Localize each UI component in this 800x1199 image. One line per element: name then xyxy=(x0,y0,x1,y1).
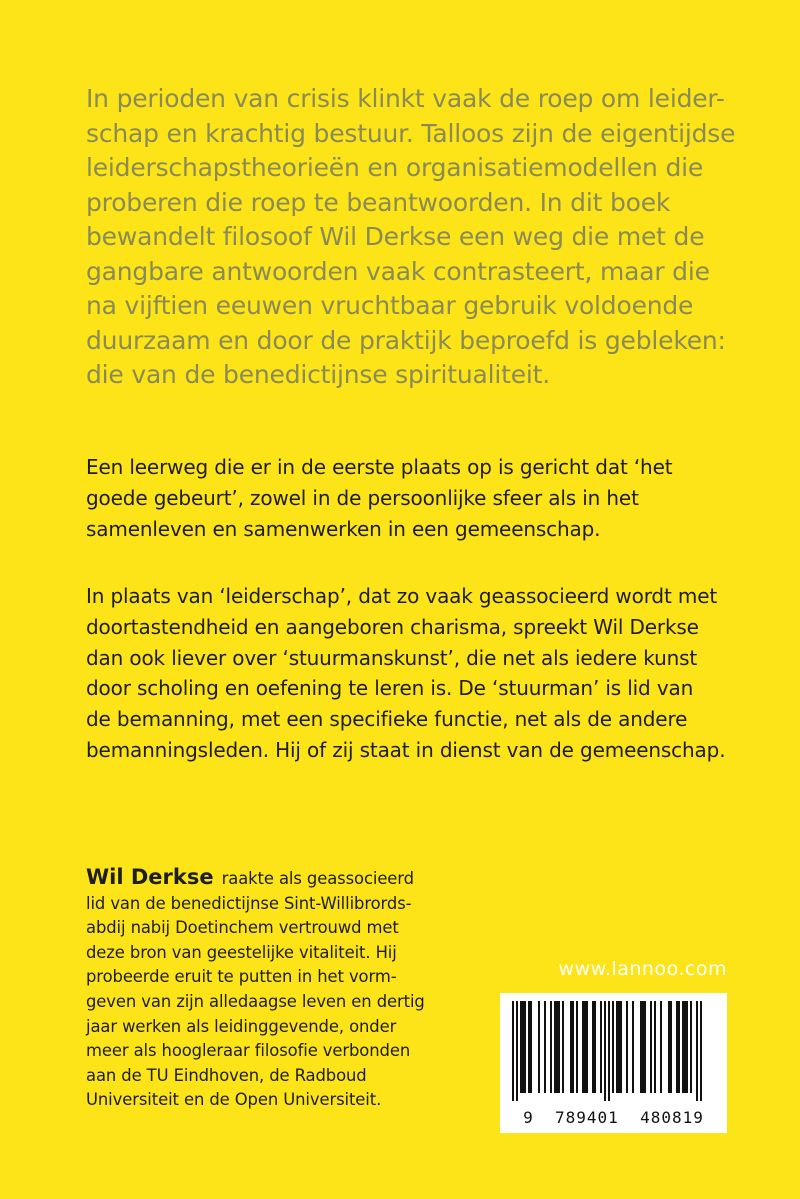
author-bio-line: geven van zijn alledaagse leven en dertig xyxy=(86,991,425,1011)
barcode-bar xyxy=(554,1001,556,1093)
barcode-bar xyxy=(572,1001,574,1093)
barcode-bar xyxy=(530,1001,532,1093)
barcode-bar xyxy=(556,1001,558,1093)
author-bio-line: deze bron van geestelijke vitaliteit. Hij xyxy=(86,942,397,962)
barcode-bar xyxy=(678,1001,680,1093)
intro-line: duurzaam en door de praktijk beproefd is gebleken: xyxy=(86,325,726,355)
paragraph-line: In plaats van ‘leiderschap’, dat zo vaak geassocieerd wordt met xyxy=(86,584,718,608)
barcode-bar xyxy=(582,1001,584,1093)
barcode-bar xyxy=(632,1001,634,1093)
barcode-bar xyxy=(670,1001,672,1093)
barcode-digits xyxy=(500,1108,727,1127)
barcode-bar xyxy=(604,1001,606,1101)
barcode-bar xyxy=(612,1001,614,1093)
intro-line: In perioden van crisis klinkt vaak de roep om leider- xyxy=(86,84,725,113)
barcode-bar xyxy=(558,1001,560,1093)
barcode-digits-left: 789401 xyxy=(555,1108,619,1127)
author-bio-line: Universiteit en de Open Universiteit. xyxy=(86,1090,382,1110)
author-bio xyxy=(86,865,486,1113)
author-bio-line: meer als hoogleraar filosofie verbonden xyxy=(86,1041,411,1061)
paragraph-learning-path xyxy=(86,452,766,544)
paragraph-stewardship xyxy=(86,581,766,766)
barcode-bar xyxy=(524,1001,526,1093)
barcode-bar xyxy=(538,1001,540,1093)
barcode-digits-right: 480819 xyxy=(640,1108,704,1127)
barcode-bar xyxy=(608,1001,610,1101)
intro-line: schap en krachtig bestuur. Talloos zijn de eigentijdse xyxy=(86,118,736,148)
paragraph-line: bemanningsleden. Hij of zij staat in dienst van de gemeenschap. xyxy=(86,737,726,762)
paragraph-line: samenleven en samenwerken in een gemeenschap. xyxy=(86,516,601,541)
barcode-bar xyxy=(676,1001,678,1093)
barcode-bar xyxy=(700,1001,702,1101)
barcode-bar xyxy=(620,1001,622,1093)
intro-text xyxy=(86,82,736,393)
paragraph-line: Een leerweg die er in de eerste plaats op is gericht dat ‘het xyxy=(86,455,673,479)
isbn-barcode xyxy=(500,993,727,1133)
barcode-bar xyxy=(520,1001,522,1093)
barcode-bar xyxy=(584,1001,586,1093)
barcode-bar xyxy=(660,1001,662,1093)
barcode-bar xyxy=(650,1001,652,1093)
barcode-bar xyxy=(682,1001,684,1093)
paragraph-line: dan ook liever over ‘stuurmanskunst’, die net als iedere kunst xyxy=(86,645,698,670)
barcode-bar xyxy=(690,1001,692,1093)
intro-line: bewandelt filosoof Wil Derkse een weg die met de xyxy=(86,222,705,251)
intro-line: na vijftien eeuwen vruchtbaar gebruik voldoende xyxy=(86,291,694,320)
author-bio-line: raakte als geassocieerd xyxy=(221,869,414,888)
barcode-bar xyxy=(570,1001,572,1093)
barcode-bar xyxy=(642,1001,644,1093)
author-bio-first-line xyxy=(86,865,486,892)
paragraph-line: de bemanning, met een specifieke functie, net als de andere xyxy=(86,707,688,732)
barcode-bar xyxy=(550,1001,552,1093)
author-bio-line: probeerde eruit te putten in het vorm- xyxy=(86,967,397,987)
barcode-bar xyxy=(592,1001,594,1093)
barcode-bar xyxy=(696,1001,698,1101)
barcode-bar xyxy=(600,1001,602,1093)
barcode-bar xyxy=(640,1001,642,1093)
barcode-bar xyxy=(594,1001,596,1093)
barcode-bar xyxy=(512,1001,514,1101)
barcode-bar xyxy=(516,1001,518,1101)
author-name: Wil Derkse xyxy=(86,865,214,889)
paragraph-line: door scholing en oefening te leren is. De ‘stuurman’ is lid van xyxy=(86,676,694,701)
publisher-website: www.lannoo.com xyxy=(558,958,727,980)
barcode-bar xyxy=(684,1001,686,1093)
paragraph-line: doortastendheid en aangeboren charisma, spreekt Wil Derkse xyxy=(86,614,699,639)
author-bio-line: aan de TU Eindhoven, de Radboud xyxy=(86,1065,367,1085)
barcode-bar xyxy=(586,1001,588,1093)
barcode-bar xyxy=(576,1001,578,1093)
barcode-bar xyxy=(686,1001,688,1093)
author-bio-line: jaar werken als leidinggevende, onder xyxy=(86,1016,397,1036)
barcode-bar xyxy=(618,1001,620,1093)
author-bio-line: lid van de benedictijnse Sint-Willibrords- xyxy=(86,893,412,913)
barcode-bar xyxy=(644,1001,646,1093)
intro-line: gangbare antwoorden vaak contrasteert, maar die xyxy=(86,256,710,286)
barcode-bar xyxy=(544,1001,546,1093)
intro-line: leiderschapstheorieën en organisatiemodellen die xyxy=(86,153,704,182)
barcode-bar xyxy=(562,1001,564,1093)
author-bio-line: abdij nabij Doetinchem vertrouwd met xyxy=(86,918,399,938)
barcode-digit-first: 9 xyxy=(523,1108,534,1127)
paragraph-line: goede gebeurt’, zowel in de persoonlijke sfeer als in het xyxy=(86,485,639,510)
barcode-bar xyxy=(626,1001,628,1093)
intro-line: proberen die roep te beantwoorden. In dit boek xyxy=(86,187,671,217)
barcode-bar xyxy=(668,1001,670,1093)
intro-line: die van de benedictijnse spiritualiteit. xyxy=(86,360,550,389)
barcode-bar xyxy=(616,1001,618,1093)
barcode-bar xyxy=(654,1001,656,1093)
barcode-bar xyxy=(528,1001,530,1093)
barcode-bars xyxy=(512,1001,715,1101)
barcode-bar xyxy=(522,1001,524,1093)
